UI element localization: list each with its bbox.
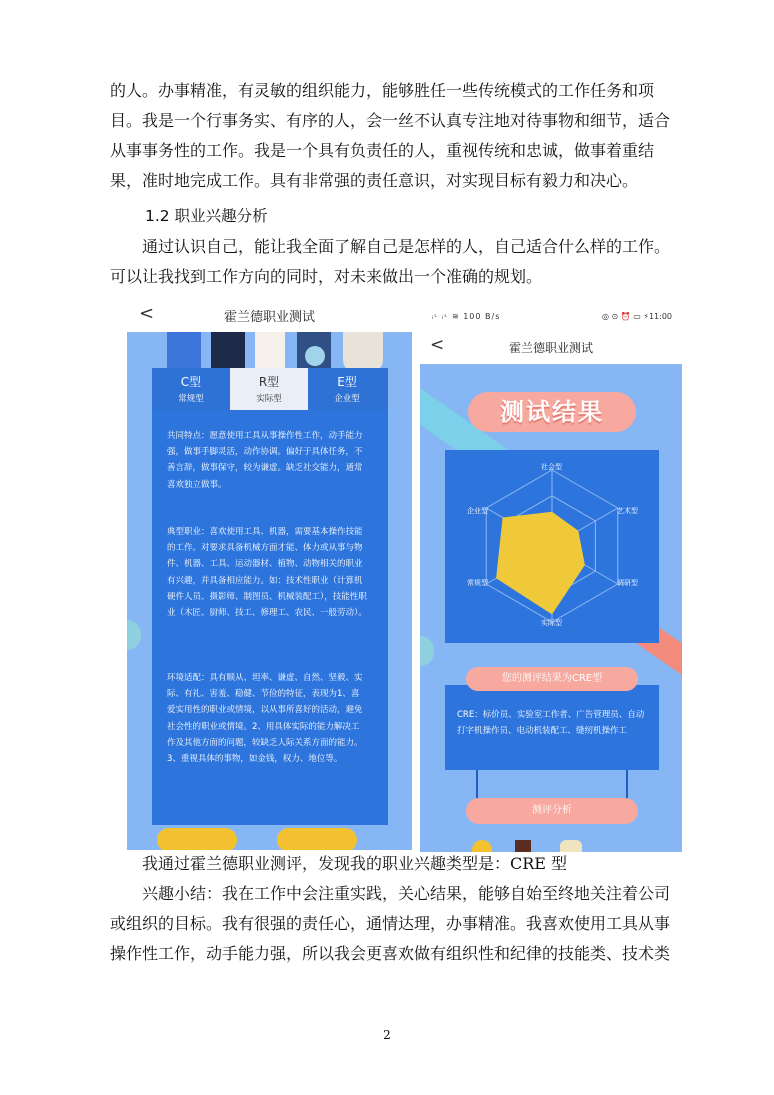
- radar-label-realistic: 实际型: [541, 619, 562, 627]
- left-topbar: [127, 300, 412, 332]
- figure-shape: [305, 346, 325, 366]
- page-number: 2: [383, 1028, 391, 1042]
- tab-subtitle: 实际型: [256, 394, 282, 404]
- figure-shape: [255, 332, 285, 372]
- radar-label-social: 社会型: [541, 463, 562, 471]
- result-card: [445, 685, 659, 770]
- type-description-card: [152, 410, 388, 825]
- result-banner: 测试结果: [468, 392, 636, 432]
- radar-chart-box: [445, 450, 659, 643]
- typical-jobs-text: 典型职业：喜欢使用工具、机器，需要基本操作技能的工作。对要求具备机械方面才能、体力或从事与物件、机器、工具、运动器材、植物、动物相关的职业有兴趣，并具备相应能力。如：技术性职业（计算机硬件人员、摄影师、制图员、机械装配工），技能性职业（木匠、厨师、技工、修理工、农民、一般劳动）。: [167, 527, 367, 619]
- tab-e[interactable]: [308, 368, 386, 410]
- radar-area: [496, 512, 585, 615]
- section-heading: 1.2 职业兴趣分析: [145, 207, 268, 225]
- tab-title: R型: [258, 375, 280, 389]
- paragraph-2: 通过认识自己，能让我全面了解自己是怎样的人，自己适合什么样的工作。可以让我找到工作方向的同时，对未来做出一个准确的规划。: [110, 237, 671, 286]
- tab-title: E型: [337, 375, 357, 389]
- paragraph-4: 兴趣小结：我在工作中会注重实践，关心结果，能够自始至终地关注着公司或组织的目标。我有很强的责任心，通情达理，办事精准。我喜欢使用工具从事操作性工作，动手能力强，所以我会更喜欢做有组织性和纪律的技能类、技术类: [110, 884, 671, 963]
- status-bar: [420, 300, 682, 330]
- tab-r[interactable]: [230, 368, 308, 410]
- signal-icon: ᵢᶫ ᵢᶫ ≋ 100 B/s: [432, 312, 501, 321]
- analysis-button[interactable]: 测评分析: [466, 798, 638, 824]
- paragraph-3: 我通过霍兰德职业测评，发现我的职业兴趣类型是：CRE 型: [142, 854, 568, 873]
- tab-subtitle: 常规型: [178, 394, 204, 404]
- figure-shape: [343, 332, 383, 372]
- radar-chart: [445, 450, 659, 643]
- figure-shape: [211, 332, 245, 372]
- back-icon[interactable]: <: [430, 335, 445, 355]
- connector-line: [476, 770, 478, 800]
- result-type-pill: 您的测评结果为CRE型: [466, 667, 638, 691]
- right-screen-title: 霍兰德职业测试: [508, 341, 593, 355]
- radar-label-investigative: 调研型: [617, 579, 638, 587]
- assistant-icon[interactable]: [127, 620, 141, 650]
- type-tabs: [152, 368, 388, 410]
- right-screenshot: [420, 300, 682, 852]
- bottom-buttons: [127, 828, 412, 850]
- figure-shape: [167, 332, 201, 372]
- yellow-button-right[interactable]: [277, 828, 357, 850]
- left-screen-title: 霍兰德职业测试: [223, 310, 315, 325]
- result-jobs-text: CRE：标价员、实验室工作者、广告管理员、自动打字机操作员、电动机装配工、缝纫机操作工: [457, 710, 645, 736]
- tab-subtitle: 企业型: [334, 394, 360, 404]
- status-clock: ◎ ⊙ ⏰ ▭ ⚡11:00: [601, 312, 672, 321]
- right-navbar: [420, 330, 682, 364]
- radar-label-enterprising: 企业型: [467, 507, 488, 515]
- yellow-button-left[interactable]: [157, 828, 237, 850]
- paragraph-1: 的人。办事精准，有灵敏的组织能力，能够胜任一些传统模式的工作任务和项目。我是一个行事务实、有序的人，会一丝不认真专注地对待事物和细节，适合从事事务性的工作。我是一个具有负责任的人，重视传统和忠诚，做事着重结果，准时地完成工作。具有非常强的责任意识，对实现目标有毅力和决心。: [110, 81, 671, 190]
- environment-fit-text: 环境适配：具有顺从、坦率、谦虚、自然、坚毅、实际、有礼、害羞、稳健、节俭的特征，表现为1、喜爱实用性的职业或情境，以从事所喜好的活动，避免社会性的职业或情境。2、用具体实际的能力解决工作及其他方面的问题，较缺乏人际关系方面的能力。3、重视具体的事物，如金钱，权力、地位等。: [167, 673, 363, 765]
- assistant-icon[interactable]: [420, 636, 434, 666]
- left-screenshot: [127, 300, 412, 850]
- radar-label-artistic: 艺术型: [617, 507, 638, 515]
- back-icon[interactable]: <: [139, 303, 155, 324]
- tab-title: C型: [180, 375, 202, 389]
- common-traits-text: 共同特点：愿意使用工具从事操作性工作，动手能力强，做事手脚灵活，动作协调。偏好于具体任务，不善言辞，做事保守，较为谦虚。缺乏社交能力，通常喜欢独立做事。: [167, 431, 363, 490]
- tab-c[interactable]: [152, 368, 230, 410]
- people-illustration: [127, 332, 412, 372]
- radar-label-conventional: 常规型: [467, 579, 488, 587]
- connector-line: [626, 770, 628, 800]
